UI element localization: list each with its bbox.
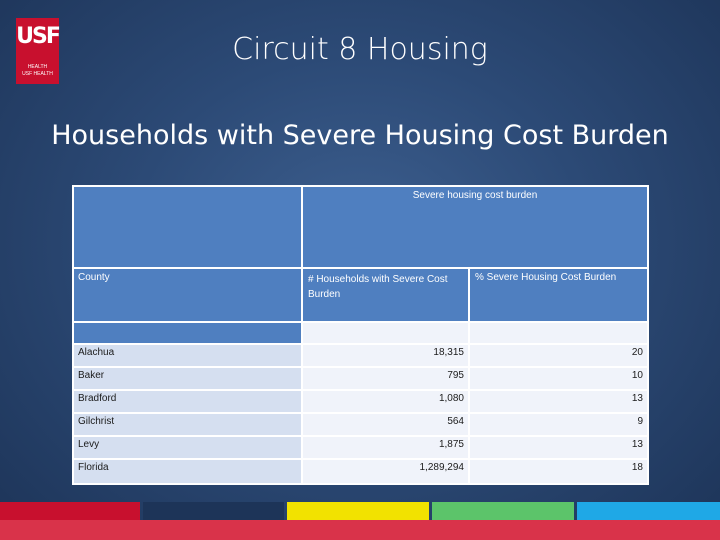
header-blank-cell xyxy=(74,187,301,267)
percent-cell: 9 xyxy=(470,414,647,435)
footer-segment-yellow xyxy=(287,502,429,522)
footer-segment-green xyxy=(432,502,574,522)
county-cell: Bradford xyxy=(74,391,301,412)
logo-line: HEALTH xyxy=(27,64,48,70)
households-cell: 795 xyxy=(303,368,468,389)
households-cell: 1,080 xyxy=(303,391,468,412)
county-cell: Alachua xyxy=(74,345,301,366)
percent-cell: 20 xyxy=(470,345,647,366)
slide-title: Circuit 8 Housing xyxy=(232,32,488,67)
percent-cell: 13 xyxy=(470,437,647,458)
percent-cell: 18 xyxy=(470,460,647,483)
housing-table xyxy=(72,185,649,485)
logo-mark: USF xyxy=(16,24,59,49)
group-header: Severe housing cost burden xyxy=(303,187,647,267)
county-cell: Levy xyxy=(74,437,301,458)
logo-line: USF HEALTH xyxy=(22,71,53,77)
percent-cell: 10 xyxy=(470,368,647,389)
county-cell: Gilchrist xyxy=(74,414,301,435)
households-cell: 564 xyxy=(303,414,468,435)
header-spacer xyxy=(74,323,301,343)
county-cell: Florida xyxy=(74,460,301,483)
households-cell: 1,289,294 xyxy=(303,460,468,483)
footer-segment-navy xyxy=(143,502,284,522)
footer-red-band xyxy=(0,520,720,540)
column-header-county: County xyxy=(74,269,301,321)
spacer-cell xyxy=(303,323,468,343)
percent-cell: 13 xyxy=(470,391,647,412)
households-cell: 1,875 xyxy=(303,437,468,458)
households-cell: 18,315 xyxy=(303,345,468,366)
column-header-households: # Households with Severe Cost Burden xyxy=(303,269,468,321)
slide-subtitle: Households with Severe Housing Cost Burden xyxy=(51,120,669,151)
county-cell: Baker xyxy=(74,368,301,389)
column-header-percent: % Severe Housing Cost Burden xyxy=(470,269,647,321)
footer-segment-blue xyxy=(577,502,720,522)
footer-segment-red xyxy=(0,502,140,522)
spacer-cell xyxy=(470,323,647,343)
